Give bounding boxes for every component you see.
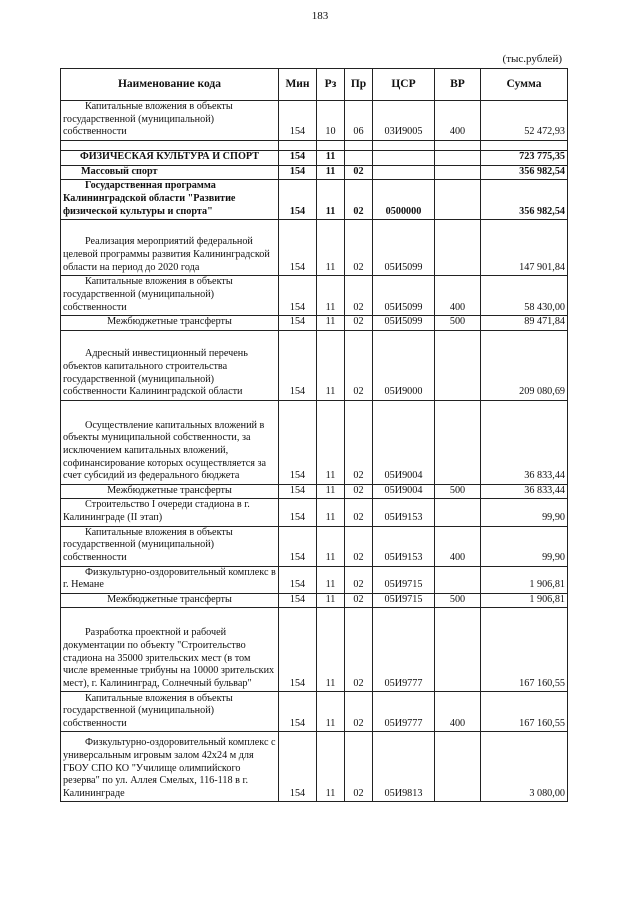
row-name: Капитальные вложения в объекты государственной (муниципальной) собственности [61,692,279,732]
table-row [61,165,568,180]
row-name: Разработка проектной и рабочей документации по объекту "Строительство стадиона на 35000 зрительских мест (в том числе временные трибуны на 10000 зрительских мест), г. Калининград, Солнечный бульвар" [61,608,279,692]
row-rz: 11 [317,330,345,400]
row-pr: 02 [345,566,373,593]
row-sum: 147 901,84 [481,220,568,276]
row-pr: 02 [345,732,373,802]
row-pr: 02 [345,180,373,220]
row-min: 154 [279,608,317,692]
row-min: 154 [279,526,317,566]
row-pr: 02 [345,608,373,692]
row-name: Капитальные вложения в объекты государственной (муниципальной) собственности [61,276,279,316]
row-vr [435,400,481,484]
row-name: Массовый спорт [61,165,279,180]
row-rz: 11 [317,526,345,566]
row-csr: 05И9715 [373,593,435,608]
row-csr: 05И9004 [373,400,435,484]
row-min: 154 [279,692,317,732]
row-sum: 89 471,84 [481,316,568,331]
row-name: Капитальные вложения в объекты государственной (муниципальной) собственности [61,526,279,566]
row-min: 154 [279,593,317,608]
row-pr: 06 [345,101,373,141]
table-row [61,220,568,276]
row-csr: 05И9153 [373,499,435,526]
row-rz: 11 [317,220,345,276]
row-name: Межбюджетные трансферты [61,484,279,499]
row-rz: 11 [317,608,345,692]
row-pr: 02 [345,316,373,331]
row-pr: 02 [345,400,373,484]
row-csr: 05И9777 [373,692,435,732]
row-pr: 02 [345,526,373,566]
row-rz: 11 [317,499,345,526]
row-rz: 11 [317,276,345,316]
row-min: 154 [279,101,317,141]
row-name: Государственная программа Калининградской области "Развитие физической культуры и спорта" [61,180,279,220]
table-row [61,566,568,593]
row-vr [435,499,481,526]
table-row [61,593,568,608]
header-sum: Сумма [481,69,568,101]
row-min: 154 [279,566,317,593]
row-rz: 11 [317,165,345,180]
row-name: Адресный инвестиционный перечень объектов капитального строительства государственной (муниципальной) собственности Калининградской области [61,330,279,400]
row-min: 154 [279,732,317,802]
row-csr: 05И5099 [373,220,435,276]
table-row [61,608,568,692]
row-rz: 11 [317,593,345,608]
row-vr [435,566,481,593]
row-sum: 58 430,00 [481,276,568,316]
row-min: 154 [279,165,317,180]
row-csr: 05И5099 [373,316,435,331]
row-vr [435,180,481,220]
header-vr: ВР [435,69,481,101]
table-row [61,484,568,499]
row-min: 154 [279,499,317,526]
budget-table [60,68,568,802]
header-pr: Пр [345,69,373,101]
row-sum: 1 906,81 [481,593,568,608]
row-vr: 400 [435,276,481,316]
table-row [61,732,568,802]
row-vr: 500 [435,316,481,331]
table-row [61,276,568,316]
row-rz: 11 [317,400,345,484]
row-sum: 723 775,35 [481,151,568,166]
table-row [61,499,568,526]
row-csr: 05И9004 [373,484,435,499]
row-vr: 500 [435,484,481,499]
row-name: Реализация мероприятий федеральной целевой программы развития Калининградской области на период до 2020 года [61,220,279,276]
row-vr [435,732,481,802]
row-sum: 209 080,69 [481,330,568,400]
row-rz: 11 [317,316,345,331]
row-sum: 356 982,54 [481,165,568,180]
row-pr: 02 [345,484,373,499]
row-csr: 05И9777 [373,608,435,692]
row-vr: 400 [435,692,481,732]
row-min: 154 [279,220,317,276]
row-vr [435,151,481,166]
row-pr: 02 [345,276,373,316]
row-rz: 11 [317,180,345,220]
table-row [61,101,568,141]
table-header-row [61,69,568,101]
row-pr: 02 [345,499,373,526]
row-sum: 167 160,55 [481,692,568,732]
row-csr: 0500000 [373,180,435,220]
header-csr: ЦСР [373,69,435,101]
table-row [61,180,568,220]
row-sum: 356 982,54 [481,180,568,220]
row-csr: 05И9813 [373,732,435,802]
row-name: ФИЗИЧЕСКАЯ КУЛЬТУРА И СПОРТ [61,151,279,166]
table-row [61,316,568,331]
row-vr: 400 [435,526,481,566]
row-rz: 11 [317,732,345,802]
row-vr [435,330,481,400]
row-name: Капитальные вложения в объекты государственной (муниципальной) собственности [61,101,279,141]
row-sum: 167 160,55 [481,608,568,692]
header-min: Мин [279,69,317,101]
row-sum: 99,90 [481,499,568,526]
row-pr: 02 [345,330,373,400]
row-sum: 52 472,93 [481,101,568,141]
row-pr [345,151,373,166]
row-name: Строительство I очереди стадиона в г. Калининграде (II этап) [61,499,279,526]
row-name: Осуществление капитальных вложений в объекты муниципальной собственности, за исключением капитальных вложений, софинансирование которых осуществляется за счет субсидий из федерального бюджета [61,400,279,484]
row-csr [373,151,435,166]
row-pr: 02 [345,220,373,276]
row-min: 154 [279,316,317,331]
row-sum: 1 906,81 [481,566,568,593]
row-csr [373,165,435,180]
row-pr: 02 [345,593,373,608]
row-rz: 11 [317,566,345,593]
row-csr: 05И9153 [373,526,435,566]
row-vr [435,165,481,180]
row-name: Межбюджетные трансферты [61,593,279,608]
row-rz: 11 [317,151,345,166]
row-min: 154 [279,180,317,220]
row-min: 154 [279,400,317,484]
page-number: 183 [311,10,329,22]
row-vr: 500 [435,593,481,608]
row-min: 154 [279,151,317,166]
header-name: Наименование кода [61,69,279,101]
row-vr: 400 [435,101,481,141]
row-vr [435,220,481,276]
row-pr: 02 [345,692,373,732]
row-csr: 03И9005 [373,101,435,141]
row-name: Межбюджетные трансферты [61,316,279,331]
row-csr: 05И9715 [373,566,435,593]
row-vr [435,608,481,692]
row-rz: 10 [317,101,345,141]
row-sum: 3 080,00 [481,732,568,802]
table-row [61,526,568,566]
header-rz: Рз [317,69,345,101]
row-sum: 36 833,44 [481,484,568,499]
table-row [61,151,568,166]
row-pr: 02 [345,165,373,180]
table-gap [61,141,568,151]
row-sum: 99,90 [481,526,568,566]
row-csr: 05И5099 [373,276,435,316]
row-rz: 11 [317,484,345,499]
units-label: (тыс.рублей) [502,53,562,65]
row-min: 154 [279,330,317,400]
row-min: 154 [279,276,317,316]
table-row [61,400,568,484]
row-rz: 11 [317,692,345,732]
table-row [61,692,568,732]
row-name: Физкультурно-оздоровительный комплекс с универсальным игровым залом 42х24 м для ГБОУ СПО КО "Училище олимпийского резерва" по ул. Аллея Смелых, 116-118 в г. Калининграде [61,732,279,802]
row-min: 154 [279,484,317,499]
row-csr: 05И9000 [373,330,435,400]
row-name: Физкультурно-оздоровительный комплекс в г. Немане [61,566,279,593]
table-row [61,330,568,400]
row-sum: 36 833,44 [481,400,568,484]
